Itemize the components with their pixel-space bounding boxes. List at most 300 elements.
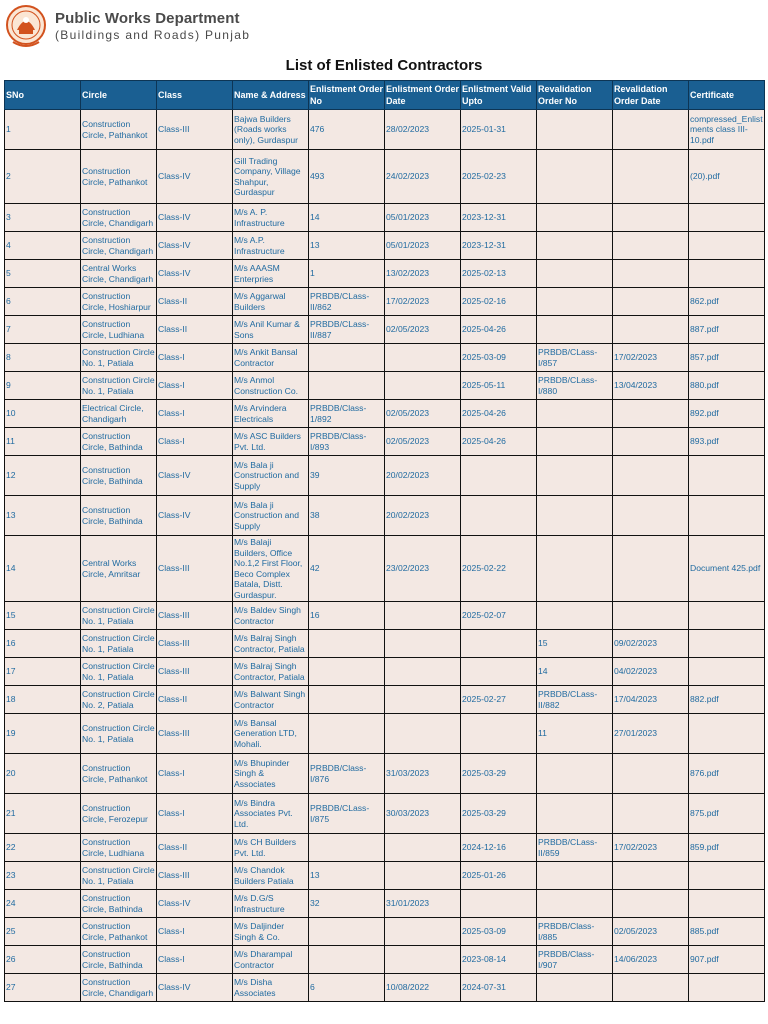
table-cell: M/s Bala ji Construction and Supply <box>233 496 309 536</box>
table-cell: M/s Disha Associates <box>233 974 309 1002</box>
table-body <box>5 110 765 1002</box>
table-cell: 25 <box>5 918 81 946</box>
table-cell <box>385 834 461 862</box>
table-cell <box>613 204 689 232</box>
table-cell: Class-III <box>157 658 233 686</box>
table-cell: 2023-12-31 <box>461 232 537 260</box>
page-title: List of Enlisted Contractors <box>285 57 483 74</box>
table-cell: M/s A.P. Infrastructure <box>233 232 309 260</box>
column-header: Enlistment Valid Upto <box>461 81 537 110</box>
table-row <box>5 150 765 204</box>
table-cell: 6 <box>5 288 81 316</box>
table-cell <box>309 658 385 686</box>
table-cell: PRBDB/CLass-I/880 <box>537 372 613 400</box>
table-cell: Construction Circle, Ferozepur <box>81 794 157 834</box>
table-cell: 14/06/2023 <box>613 946 689 974</box>
table-cell: 13/02/2023 <box>385 260 461 288</box>
certificate-link[interactable]: 857.pdf <box>689 344 765 372</box>
table-cell: 04/02/2023 <box>613 658 689 686</box>
table-cell <box>613 456 689 496</box>
table-cell: PRBDB/Class-1/892 <box>309 400 385 428</box>
table-cell <box>613 110 689 150</box>
table-cell: M/s Balraj Singh Contractor, Patiala <box>233 658 309 686</box>
certificate-link[interactable]: 893.pdf <box>689 428 765 456</box>
column-header: Certificate <box>689 81 765 110</box>
table-cell <box>309 834 385 862</box>
table-row <box>5 316 765 344</box>
table-cell: Construction Circle No. 1, Patiala <box>81 714 157 754</box>
table-cell: 19 <box>5 714 81 754</box>
table-cell: M/s A. P. Infrastructure <box>233 204 309 232</box>
table-cell <box>537 428 613 456</box>
certificate-link[interactable]: Document 425.pdf <box>689 536 765 602</box>
table-cell <box>613 794 689 834</box>
table-cell: Class-II <box>157 834 233 862</box>
table-row <box>5 602 765 630</box>
table-cell <box>537 150 613 204</box>
table-cell: 39 <box>309 456 385 496</box>
table-cell: Construction Circle, Bathinda <box>81 428 157 456</box>
table-cell: M/s Bindra Associates Pvt. Ltd. <box>233 794 309 834</box>
table-cell: 2025-04-26 <box>461 400 537 428</box>
column-header: Circle <box>81 81 157 110</box>
table-cell: PRBDB/CLass-II/859 <box>537 834 613 862</box>
table-cell <box>613 754 689 794</box>
table-cell: 15 <box>537 630 613 658</box>
table-cell: 16 <box>309 602 385 630</box>
table-cell <box>385 714 461 754</box>
table-cell: 476 <box>309 110 385 150</box>
table-cell: Class-IV <box>157 232 233 260</box>
table-cell <box>537 110 613 150</box>
table-cell: PRBDB/CLass-II/887 <box>309 316 385 344</box>
certificate-link[interactable]: (20).pdf <box>689 150 765 204</box>
table-cell <box>689 714 765 754</box>
table-cell: Gill Trading Company, Village Shahpur, Gurdaspur <box>233 150 309 204</box>
table-cell: Construction Circle, Chandigarh <box>81 232 157 260</box>
certificate-link[interactable]: compressed_Enlistments class III-10.pdf <box>689 110 765 150</box>
table-cell <box>537 232 613 260</box>
table-cell: Construction Circle, Bathinda <box>81 890 157 918</box>
table-cell: Class-IV <box>157 890 233 918</box>
table-cell: M/s Balraj Singh Contractor, Patiala <box>233 630 309 658</box>
table-row <box>5 496 765 536</box>
table-cell: Class-II <box>157 288 233 316</box>
table-cell <box>613 260 689 288</box>
table-cell: 17/04/2023 <box>613 686 689 714</box>
table-row <box>5 754 765 794</box>
column-header: Enlistment Order No <box>309 81 385 110</box>
table-cell: 17/02/2023 <box>613 834 689 862</box>
table-cell: M/s Bhupinder Singh & Associates <box>233 754 309 794</box>
table-cell: 2025-02-27 <box>461 686 537 714</box>
column-header: SNo <box>5 81 81 110</box>
table-cell: 11 <box>537 714 613 754</box>
table-cell: Class-IV <box>157 496 233 536</box>
table-cell: Class-III <box>157 862 233 890</box>
column-header: Revalidation Order Date <box>613 81 689 110</box>
table-cell: Class-III <box>157 602 233 630</box>
table-cell <box>537 288 613 316</box>
table-cell: Class-IV <box>157 150 233 204</box>
table-cell: Class-III <box>157 630 233 658</box>
table-cell <box>385 372 461 400</box>
table-cell: 2023-12-31 <box>461 204 537 232</box>
table-cell: Class-I <box>157 428 233 456</box>
table-cell: Class-IV <box>157 456 233 496</box>
table-cell <box>385 918 461 946</box>
table-cell: Construction Circle No. 1, Patiala <box>81 862 157 890</box>
table-cell: 28/02/2023 <box>385 110 461 150</box>
certificate-link[interactable]: 887.pdf <box>689 316 765 344</box>
table-cell: 14 <box>309 204 385 232</box>
certificate-link[interactable]: 876.pdf <box>689 754 765 794</box>
table-cell: Construction Circle No. 1, Patiala <box>81 602 157 630</box>
column-header: Class <box>157 81 233 110</box>
table-row <box>5 536 765 602</box>
table-cell: M/s Baldev Singh Contractor <box>233 602 309 630</box>
certificate-link[interactable]: 907.pdf <box>689 946 765 974</box>
punjab-emblem-icon <box>5 4 47 50</box>
table-cell: Class-I <box>157 344 233 372</box>
table-cell: 23/02/2023 <box>385 536 461 602</box>
table-cell <box>385 344 461 372</box>
table-cell <box>461 630 537 658</box>
table-cell <box>613 536 689 602</box>
table-cell: 42 <box>309 536 385 602</box>
table-cell: 6 <box>309 974 385 1002</box>
table-row <box>5 890 765 918</box>
table-cell: 16 <box>5 630 81 658</box>
table-cell: Class-I <box>157 754 233 794</box>
table-cell: M/s Bala ji Construction and Supply <box>233 456 309 496</box>
table-cell <box>689 260 765 288</box>
table-cell <box>309 344 385 372</box>
table-cell <box>537 862 613 890</box>
table-row <box>5 946 765 974</box>
table-cell <box>461 890 537 918</box>
contractors-table <box>4 80 765 1002</box>
table-cell <box>537 974 613 1002</box>
table-cell <box>537 602 613 630</box>
table-cell: 09/02/2023 <box>613 630 689 658</box>
table-cell: 24 <box>5 890 81 918</box>
table-cell <box>613 602 689 630</box>
table-cell: 32 <box>309 890 385 918</box>
table-row <box>5 400 765 428</box>
table-cell: 27/01/2023 <box>613 714 689 754</box>
table-cell: 31/03/2023 <box>385 754 461 794</box>
table-cell: 14 <box>5 536 81 602</box>
table-cell <box>537 260 613 288</box>
table-row <box>5 344 765 372</box>
table-cell: 05/01/2023 <box>385 204 461 232</box>
table-cell <box>309 918 385 946</box>
table-cell: Construction Circle, Bathinda <box>81 496 157 536</box>
table-cell <box>461 456 537 496</box>
table-cell <box>537 794 613 834</box>
table-cell: 2025-02-23 <box>461 150 537 204</box>
table-cell: 2025-03-29 <box>461 754 537 794</box>
page-header <box>0 0 768 56</box>
table-cell: 02/05/2023 <box>385 400 461 428</box>
department-subtitle: (Buildings and Roads) Punjab <box>55 28 251 42</box>
table-cell <box>689 862 765 890</box>
table-cell: M/s ASC Builders Pvt. Ltd. <box>233 428 309 456</box>
table-cell: M/s Arvindera Electricals <box>233 400 309 428</box>
table-row <box>5 372 765 400</box>
table-cell: 05/01/2023 <box>385 232 461 260</box>
table-cell: 17/02/2023 <box>385 288 461 316</box>
table-cell: Class-II <box>157 316 233 344</box>
table-cell: M/s Daljinder Singh & Co. <box>233 918 309 946</box>
table-cell <box>689 658 765 686</box>
table-cell: Construction Circle No. 1, Patiala <box>81 630 157 658</box>
table-cell <box>385 946 461 974</box>
table-cell: 3 <box>5 204 81 232</box>
table-header <box>5 81 765 110</box>
table-cell <box>613 974 689 1002</box>
table-cell: 38 <box>309 496 385 536</box>
table-cell <box>385 862 461 890</box>
table-cell: 24/02/2023 <box>385 150 461 204</box>
table-cell <box>537 456 613 496</box>
table-cell: Construction Circle No. 1, Patiala <box>81 344 157 372</box>
table-cell <box>613 400 689 428</box>
certificate-link[interactable]: 875.pdf <box>689 794 765 834</box>
table-cell <box>461 658 537 686</box>
certificate-link[interactable]: 892.pdf <box>689 400 765 428</box>
certificate-link[interactable]: 885.pdf <box>689 918 765 946</box>
table-row <box>5 232 765 260</box>
table-row <box>5 630 765 658</box>
table-cell: Construction Circle, Hoshiarpur <box>81 288 157 316</box>
table-cell: Construction Circle, Bathinda <box>81 456 157 496</box>
table-cell: 2025-02-07 <box>461 602 537 630</box>
table-cell <box>537 400 613 428</box>
table-cell: Central Works Circle, Amritsar <box>81 536 157 602</box>
table-cell: Construction Circle, Pathankot <box>81 754 157 794</box>
table-cell: 2024-07-31 <box>461 974 537 1002</box>
table-cell: Electrical Circle, Chandigarh <box>81 400 157 428</box>
table-cell: 11 <box>5 428 81 456</box>
table-cell: 13/04/2023 <box>613 372 689 400</box>
table-cell <box>309 946 385 974</box>
table-cell: Class-III <box>157 110 233 150</box>
certificate-link[interactable]: 882.pdf <box>689 686 765 714</box>
table-cell: M/s Chandok Builders Patiala <box>233 862 309 890</box>
table-cell: Construction Circle, Pathankot <box>81 110 157 150</box>
table-cell: 17/02/2023 <box>613 344 689 372</box>
table-cell: 18 <box>5 686 81 714</box>
table-cell <box>537 536 613 602</box>
table-row <box>5 260 765 288</box>
table-cell <box>613 890 689 918</box>
table-cell: 2025-01-31 <box>461 110 537 150</box>
table-cell: M/s Bansal Generation LTD, Mohali. <box>233 714 309 754</box>
table-row <box>5 714 765 754</box>
table-cell: 5 <box>5 260 81 288</box>
table-cell <box>385 602 461 630</box>
table-cell: Central Works Circle, Chandigarh <box>81 260 157 288</box>
table-cell <box>689 890 765 918</box>
table-cell: 4 <box>5 232 81 260</box>
table-cell: Class-IV <box>157 204 233 232</box>
table-cell <box>537 496 613 536</box>
table-cell <box>537 204 613 232</box>
table-cell: PRBDB/Class-I/885 <box>537 918 613 946</box>
table-cell <box>309 630 385 658</box>
table-cell: Construction Circle, Chandigarh <box>81 974 157 1002</box>
table-cell: Construction Circle No. 1, Patiala <box>81 658 157 686</box>
table-cell: Class-I <box>157 794 233 834</box>
table-cell <box>385 658 461 686</box>
table-cell <box>537 754 613 794</box>
table-cell: 14 <box>537 658 613 686</box>
table-cell <box>689 602 765 630</box>
certificate-link[interactable]: 862.pdf <box>689 288 765 316</box>
table-cell <box>689 232 765 260</box>
department-name: Public Works Department <box>55 10 240 27</box>
table-cell <box>461 714 537 754</box>
table-cell: M/s AAASM Enterpries <box>233 260 309 288</box>
table-cell: 2025-03-09 <box>461 344 537 372</box>
table-cell: Construction Circle, Pathankot <box>81 918 157 946</box>
table-cell <box>613 288 689 316</box>
table-cell: 02/05/2023 <box>385 428 461 456</box>
table-cell: 1 <box>309 260 385 288</box>
table-cell: 9 <box>5 372 81 400</box>
certificate-link[interactable]: 880.pdf <box>689 372 765 400</box>
table-cell: 2 <box>5 150 81 204</box>
table-cell: Class-II <box>157 686 233 714</box>
table-row <box>5 658 765 686</box>
table-cell: Construction Circle, Chandigarh <box>81 204 157 232</box>
table-cell: 2025-03-29 <box>461 794 537 834</box>
table-cell: Class-III <box>157 536 233 602</box>
table-cell: PRBDB/CLass-II/882 <box>537 686 613 714</box>
table-cell <box>613 496 689 536</box>
table-cell <box>461 496 537 536</box>
table-cell: Construction Circle No. 1, Patiala <box>81 372 157 400</box>
table-cell: Construction Circle, Bathinda <box>81 946 157 974</box>
table-cell: M/s Dharampal Contractor <box>233 946 309 974</box>
table-cell: PRBDB/Class-I/907 <box>537 946 613 974</box>
table-cell: PRBDB/Class-I/893 <box>309 428 385 456</box>
column-header: Revalidation Order No <box>537 81 613 110</box>
table-cell: 20/02/2023 <box>385 496 461 536</box>
table-cell <box>613 316 689 344</box>
table-cell: 2024-12-16 <box>461 834 537 862</box>
table-cell: 13 <box>309 862 385 890</box>
table-cell: 8 <box>5 344 81 372</box>
table-cell <box>309 372 385 400</box>
table-cell: M/s D.G/S Infrastructure <box>233 890 309 918</box>
table-cell: Bajwa Builders (Roads works only), Gurdaspur <box>233 110 309 150</box>
table-cell: 2023-08-14 <box>461 946 537 974</box>
table-cell: 02/05/2023 <box>613 918 689 946</box>
table-row <box>5 918 765 946</box>
table-cell: Class-I <box>157 372 233 400</box>
table-cell: 2025-02-16 <box>461 288 537 316</box>
table-row <box>5 204 765 232</box>
table-cell <box>385 630 461 658</box>
table-cell: 15 <box>5 602 81 630</box>
table-cell: 2025-02-22 <box>461 536 537 602</box>
table-cell: 26 <box>5 946 81 974</box>
table-cell: M/s Balaji Builders, Office No.1,2 First Floor, Beco Complex Batala, Distt. Gurdaspur. <box>233 536 309 602</box>
table-cell: 7 <box>5 316 81 344</box>
table-cell: 2025-02-13 <box>461 260 537 288</box>
table-cell: 2025-04-26 <box>461 316 537 344</box>
table-cell: Construction Circle No. 2, Patiala <box>81 686 157 714</box>
table-cell: Class-III <box>157 714 233 754</box>
table-cell: 2025-03-09 <box>461 918 537 946</box>
table-cell: Construction Circle, Ludhiana <box>81 834 157 862</box>
table-cell: 2025-01-26 <box>461 862 537 890</box>
table-cell: PRBDB/Class-I/876 <box>309 754 385 794</box>
table-cell: Construction Circle, Pathankot <box>81 150 157 204</box>
table-cell <box>537 316 613 344</box>
table-cell: 21 <box>5 794 81 834</box>
column-header: Enlistment Order Date <box>385 81 461 110</box>
table-cell: 10 <box>5 400 81 428</box>
table-cell: M/s Anmol Construction Co. <box>233 372 309 400</box>
table-cell: 13 <box>309 232 385 260</box>
table-cell: 493 <box>309 150 385 204</box>
table-cell <box>309 714 385 754</box>
certificate-link[interactable]: 859.pdf <box>689 834 765 862</box>
table-cell: 20/02/2023 <box>385 456 461 496</box>
table-cell: 13 <box>5 496 81 536</box>
table-cell <box>613 862 689 890</box>
table-cell: 2025-05-11 <box>461 372 537 400</box>
table-row <box>5 834 765 862</box>
table-cell: 30/03/2023 <box>385 794 461 834</box>
table-cell <box>689 456 765 496</box>
table-cell: M/s Anil Kumar & Sons <box>233 316 309 344</box>
table-row <box>5 110 765 150</box>
table-cell: 1 <box>5 110 81 150</box>
table-cell: 20 <box>5 754 81 794</box>
table-cell: 22 <box>5 834 81 862</box>
table-cell: M/s Balwant Singh Contractor <box>233 686 309 714</box>
table-row <box>5 456 765 496</box>
table-cell: 27 <box>5 974 81 1002</box>
table-cell: 10/08/2022 <box>385 974 461 1002</box>
table-row <box>5 974 765 1002</box>
table-cell <box>385 686 461 714</box>
table-cell: Construction Circle, Ludhiana <box>81 316 157 344</box>
table-cell: 23 <box>5 862 81 890</box>
table-row <box>5 862 765 890</box>
table-cell: 17 <box>5 658 81 686</box>
table-cell <box>613 428 689 456</box>
table-cell: Class-I <box>157 946 233 974</box>
table-cell: Class-IV <box>157 974 233 1002</box>
table-cell: M/s Aggarwal Builders <box>233 288 309 316</box>
table-cell <box>537 890 613 918</box>
table-row <box>5 686 765 714</box>
table-row <box>5 288 765 316</box>
column-header: Name & Address <box>233 81 309 110</box>
table-row <box>5 428 765 456</box>
table-cell: M/s CH Builders Pvt. Ltd. <box>233 834 309 862</box>
table-cell: 2025-04-26 <box>461 428 537 456</box>
table-cell <box>689 204 765 232</box>
table-cell: PRBDB/CLass-I/857 <box>537 344 613 372</box>
table-cell: M/s Ankit Bansal Contractor <box>233 344 309 372</box>
